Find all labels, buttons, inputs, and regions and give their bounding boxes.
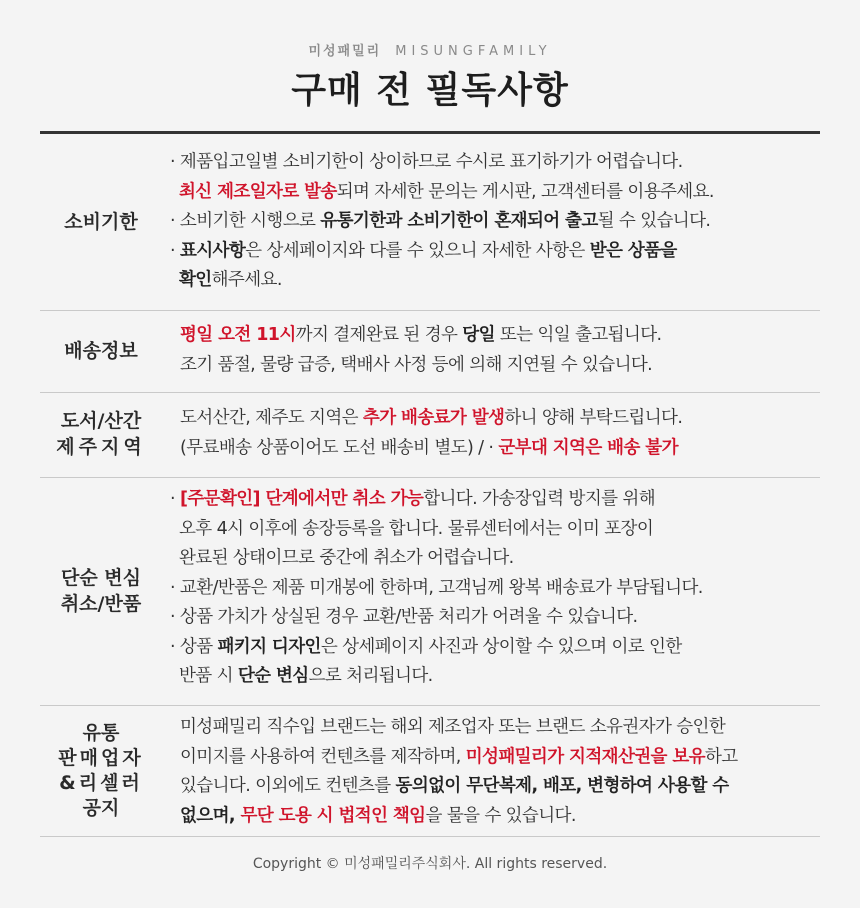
brand-name (0, 40, 860, 59)
brand-name-en: MISUNGFAMILY (395, 44, 552, 59)
section-label-notice (40, 706, 162, 836)
highlight-bold: 받은 상품을 (589, 240, 677, 261)
text: (무료배송 상품이어도 도선 배송비 별도) / · (180, 437, 499, 458)
text-line: · 상품 가치가 상실된 경우 교환/반품 처리가 어려울 수 있습니다. (170, 607, 638, 627)
text: 반품 시 (179, 666, 238, 686)
text-line (180, 772, 835, 802)
section-label-expiry (40, 135, 162, 310)
text-line (180, 434, 835, 464)
section-shipping (40, 311, 820, 393)
label-line: 도서/산간 (60, 410, 142, 433)
text: · (170, 240, 180, 261)
text-line: 완료된 상태이므로 중간에 취소가 어렵습니다. (179, 548, 514, 568)
section-label-island (40, 393, 162, 477)
highlight-bold: 확인 (179, 270, 212, 290)
page-title: 구매 전 필독사항 (291, 70, 569, 111)
text: · 상품 (170, 636, 218, 657)
text-line: 오후 4시 이후에 송장등록을 합니다. 물류센터에서는 이미 포장이 (179, 518, 654, 539)
highlight-bold: 유통기한과 소비기한이 혼재되어 출고 (320, 211, 598, 231)
text-line (170, 266, 825, 296)
section-content-cancel (170, 485, 825, 692)
text-line (170, 662, 825, 692)
text: 합니다. 가송장입력 방지를 위해 (423, 489, 656, 509)
text-line (170, 178, 825, 208)
label-line: 유통 (82, 721, 120, 744)
text: 또는 익일 출고됩니다. (494, 325, 662, 345)
text-line: 미성패밀리 직수입 브랜드는 해외 제조업자 또는 브랜드 소유권자가 승인한 (180, 717, 726, 737)
highlight-red: 추가 배송료가 발생 (362, 408, 505, 428)
text: 되며 자세한 문의는 게시판, 고객센터를 이용주세요. (336, 181, 714, 202)
text: 해주세요. (211, 270, 282, 290)
text-line (180, 802, 835, 832)
section-label-shipping (40, 311, 162, 392)
highlight-bold: 당일 (462, 325, 495, 345)
label-line: 배송정보 (64, 339, 138, 362)
label-line: &리셀러 (59, 772, 143, 794)
copyright-footer: Copyright © 미성패밀리주식회사. All rights reserved. (252, 856, 608, 872)
section-island (40, 393, 820, 478)
text-line (170, 633, 825, 663)
text-line (170, 485, 825, 515)
text: 도서산간, 제주도 지역은 (180, 408, 363, 428)
text: 이미지를 사용하여 컨텐츠를 제작하며, (180, 746, 466, 767)
section-content-expiry (170, 148, 825, 296)
text: 하고 (704, 746, 738, 767)
highlight-bold: 동의없이 무단복제, 배포, 변형하여 사용할 수 (395, 776, 729, 796)
text: 은 상세페이지 사진과 상이할 수 있으며 이로 인한 (320, 636, 682, 657)
text-line: · 제품입고일별 소비기한이 상이하므로 수시로 표기하기가 어렵습니다. (170, 152, 683, 172)
highlight-red: 최신 제조일자로 발송 (179, 181, 337, 202)
highlight-red: 군부대 지역은 배송 불가 (498, 437, 678, 458)
highlight-bold: 표시사항 (179, 240, 246, 261)
section-notice (40, 706, 820, 837)
label-line: 제주지역 (56, 436, 146, 458)
brand-name-ko: 미성패밀리 (308, 44, 382, 59)
section-content-shipping (180, 321, 835, 380)
section-label-cancel (40, 478, 162, 705)
text: 하니 양해 부탁드립니다. (504, 408, 683, 428)
section-content-island (180, 404, 835, 463)
text-line (170, 237, 825, 267)
text: 을 물을 수 있습니다. (425, 805, 576, 826)
section-cancel (40, 478, 820, 706)
label-line: 단순 변심 (60, 566, 142, 589)
label-line: 판매업자 (58, 746, 144, 769)
section-expiry (40, 135, 820, 311)
highlight-red: 평일 오전 11시 (180, 325, 296, 345)
text-line (180, 743, 835, 773)
highlight-red: 무단 도용 시 법적인 책임 (240, 805, 426, 826)
text: · 소비기한 시행으로 (170, 211, 321, 231)
text: · (170, 489, 180, 509)
text-line (170, 207, 825, 237)
text: 까지 결제완료 된 경우 (295, 325, 463, 345)
text-line: · 교환/반품은 제품 미개봉에 한하며, 고객님께 왕복 배송료가 부담됩니다. (170, 577, 703, 598)
highlight-red: [주문확인] 단계에서만 취소 가능 (179, 489, 424, 509)
text: 있습니다. 이외에도 컨텐츠를 (180, 776, 396, 796)
text-line: 조기 품절, 물량 급증, 택배사 사정 등에 의해 지연될 수 있습니다. (180, 354, 653, 375)
text-line (180, 404, 835, 434)
section-content-notice (180, 713, 835, 831)
highlight-bold: 단순 변심 (237, 666, 309, 686)
text: 될 수 있습니다. (597, 211, 711, 231)
text-line (180, 321, 835, 351)
highlight-bold: 패키지 디자인 (217, 636, 321, 657)
text: 으로 처리됩니다. (308, 666, 433, 686)
text: 은 상세페이지와 다를 수 있으니 자세한 사항은 (245, 240, 590, 261)
highlight-bold: 없으며, (180, 805, 241, 826)
label-line: 소비기한 (64, 210, 138, 233)
title-divider (40, 131, 820, 134)
label-line: 공지 (82, 797, 120, 820)
label-line: 취소/반품 (60, 592, 142, 615)
highlight-red: 미성패밀리가 지적재산권을 보유 (465, 746, 705, 767)
